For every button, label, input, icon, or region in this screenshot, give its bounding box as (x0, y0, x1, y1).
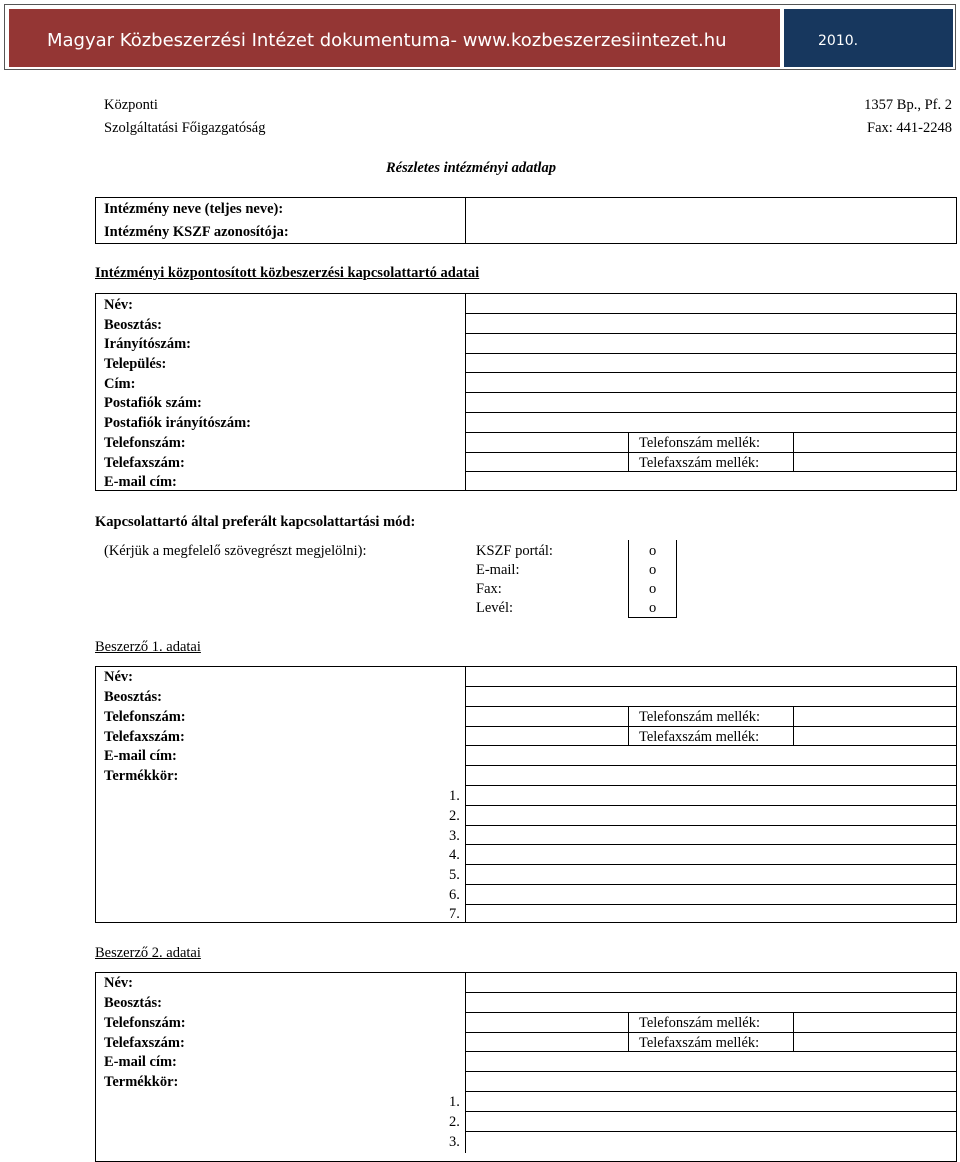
buyer1-item-5: 5. (449, 867, 460, 883)
buyer2-label-fax: Telefaxszám: (104, 1035, 185, 1051)
buyer2-label-name: Név: (104, 975, 133, 991)
row-line (465, 884, 957, 885)
banner-year-panel (784, 9, 953, 67)
option-fax: Fax: (476, 581, 502, 597)
buyer1-label-products: Termékkör: (104, 768, 179, 784)
buyer1-label-position: Beosztás: (104, 689, 162, 705)
buyer1-item-2: 2. (449, 808, 460, 824)
option-marker-kszf[interactable]: o (649, 543, 657, 559)
document-banner (4, 4, 956, 70)
option-marker-letter[interactable]: o (649, 600, 657, 616)
row-line (465, 1012, 957, 1013)
row-line (465, 864, 957, 865)
row-line (465, 333, 957, 334)
contact-label-zip: Irányítószám: (104, 336, 191, 352)
contact-label-position: Beosztás: (104, 317, 162, 333)
buyer1-label-phone: Telefonszám: (104, 709, 186, 725)
institution-kszf-label: Intézmény KSZF azonosítója: (104, 224, 289, 240)
contact-label-name: Név: (104, 297, 133, 313)
buyer2-label-position: Beosztás: (104, 995, 162, 1011)
contact-heading: Intézményi központosított közbeszerzési kapcsolattartó adatai (95, 265, 480, 281)
contact-label-email: E-mail cím: (104, 474, 177, 490)
institution-name-label: Intézmény neve (teljes neve): (104, 201, 284, 217)
buyer2-item-3: 3. (449, 1134, 460, 1150)
header-right-line1: 1357 Bp., Pf. 2 (864, 97, 952, 113)
buyer2-table (95, 972, 957, 1162)
row-line (465, 372, 957, 373)
option-marker-fax[interactable]: o (649, 581, 657, 597)
row-line (465, 805, 957, 806)
row-line (465, 726, 957, 727)
row-line (465, 1131, 957, 1132)
option-marker-email[interactable]: o (649, 562, 657, 578)
header-left-line2: Szolgáltatási Főigazgatóság (104, 120, 266, 136)
document-title: Részletes intézményi adatlap (386, 160, 556, 176)
row-line (465, 1032, 957, 1033)
buyer2-label-phone: Telefonszám: (104, 1015, 186, 1031)
row-line (465, 313, 957, 314)
row-line (465, 686, 957, 687)
option-letter: Levél: (476, 600, 514, 616)
buyer2-label-products: Termékkör: (104, 1074, 179, 1090)
contact-phone-ext-label: Telefonszám mellék: (639, 435, 760, 451)
row-line (465, 1111, 957, 1112)
buyer1-item-4: 4. (449, 847, 460, 863)
contact-fax-ext-label: Telefaxszám mellék: (639, 455, 760, 471)
buyer1-item-3: 3. (449, 828, 460, 844)
banner-title-panel (9, 9, 783, 67)
buyer1-fax-ext-label: Telefaxszám mellék: (639, 729, 760, 745)
preferred-heading: Kapcsolattartó által preferált kapcsolattartási mód: (95, 514, 416, 530)
contact-label-pobox-zip: Postafiók irányítószám: (104, 415, 251, 431)
header-left-line1: Központi (104, 97, 158, 113)
row-line (465, 1091, 957, 1092)
row-line (465, 992, 957, 993)
preferred-instruction: (Kérjük a megfelelő szövegrészt megjelölni): (104, 543, 367, 559)
contact-label-fax: Telefaxszám: (104, 455, 185, 471)
buyer2-phone-ext-label: Telefonszám mellék: (639, 1015, 760, 1031)
row-line (465, 785, 957, 786)
row-line (465, 353, 957, 354)
option-kszf-portal: KSZF portál: (476, 543, 553, 559)
buyer1-label-email: E-mail cím: (104, 748, 177, 764)
buyer2-fax-ext-label: Telefaxszám mellék: (639, 1035, 760, 1051)
buyer1-label-fax: Telefaxszám: (104, 729, 185, 745)
buyer2-label-email: E-mail cím: (104, 1054, 177, 1070)
contact-label-phone: Telefonszám: (104, 435, 186, 451)
buyer1-item-7: 7. (449, 906, 460, 922)
institution-name-field[interactable] (466, 198, 956, 243)
buyer1-label-name: Név: (104, 669, 133, 685)
row-line (465, 825, 957, 826)
buyer1-item-6: 6. (449, 887, 460, 903)
contact-label-city: Település: (104, 356, 167, 372)
row-line (465, 844, 957, 845)
buyer1-item-1: 1. (449, 788, 460, 804)
row-line (465, 412, 957, 413)
table-divider (465, 972, 466, 1153)
row-line (465, 706, 957, 707)
buyer1-phone-ext-label: Telefonszám mellék: (639, 709, 760, 725)
row-line (465, 1071, 957, 1072)
buyer2-item-1: 1. (449, 1094, 460, 1110)
buyer1-heading: Beszerző 1. adatai (95, 639, 201, 655)
row-line (465, 904, 957, 905)
contact-label-pobox: Postafiók szám: (104, 395, 202, 411)
row-line (465, 432, 957, 433)
banner-year: 2010. (818, 33, 859, 49)
row-line (465, 765, 957, 766)
banner-title: Magyar Közbeszerzési Intézet dokumentuma- www.kozbeszerzesiintezet.hu (47, 30, 727, 51)
option-email: E-mail: (476, 562, 520, 578)
row-line (465, 452, 957, 453)
buyer2-heading: Beszerző 2. adatai (95, 945, 201, 961)
header-right-line2: Fax: 441-2248 (867, 120, 952, 136)
row-line (465, 392, 957, 393)
buyer2-item-2: 2. (449, 1114, 460, 1130)
contact-label-address: Cím: (104, 376, 136, 392)
